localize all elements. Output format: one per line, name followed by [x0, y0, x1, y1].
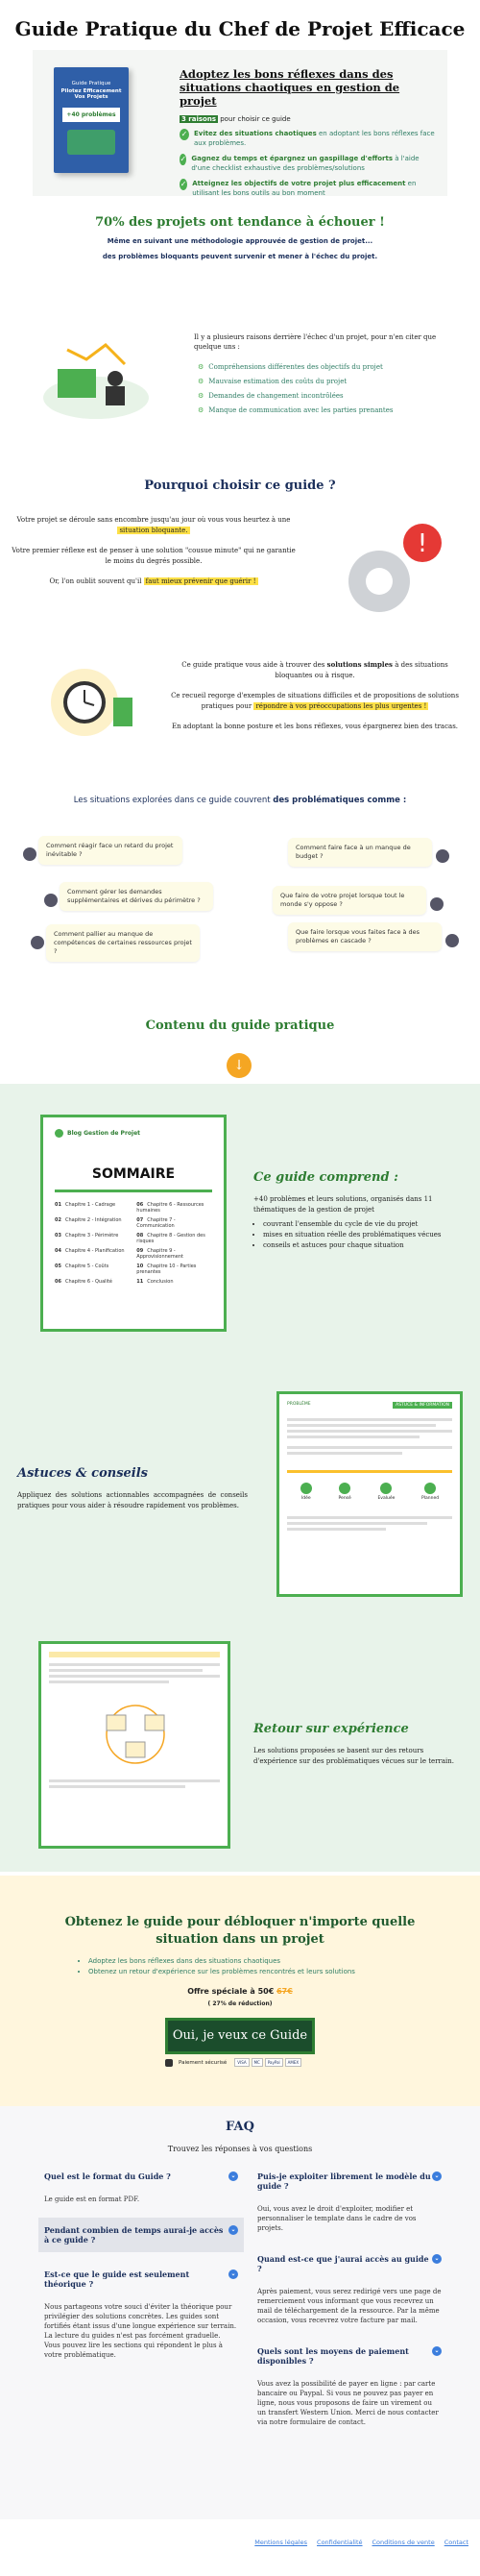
toc-cell	[136, 1202, 212, 1214]
why-p3b: faut mieux prévenir que guérir !	[145, 577, 256, 585]
why-p4a: Ce guide pratique vous aide à trouver des	[181, 661, 327, 669]
toc-cell	[55, 1202, 131, 1214]
content-heading: Contenu du guide pratique	[145, 1018, 335, 1033]
mock-step	[421, 1483, 439, 1501]
chevron-down-icon[interactable]: ⌄	[432, 2171, 442, 2181]
footer-link[interactable]: Contact	[444, 2539, 468, 2546]
situations-intro-b: des problématiques comme :	[273, 796, 407, 805]
failure-reason-text: Manque de communication avec les parties prenantes	[208, 406, 394, 414]
toc-title: SOMMAIRE	[91, 1166, 176, 1182]
reasons-count: 3 raisons	[181, 115, 217, 123]
toc-number: 01	[55, 1202, 61, 1208]
step-icon	[339, 1483, 350, 1494]
why-p3	[10, 577, 298, 587]
faq-left-column	[38, 2164, 244, 2373]
tips-mock-card	[276, 1391, 463, 1597]
hero-point-bold: Gagnez du temps et épargnez un gaspillage d'efforts	[191, 155, 394, 162]
why-guide-text	[171, 659, 459, 732]
chevron-down-icon[interactable]: ⌄	[432, 2346, 442, 2356]
failure-reasons-list	[194, 363, 455, 414]
cta-list	[88, 1956, 415, 1977]
avatar	[44, 894, 58, 907]
why-p4b: solutions simples	[326, 660, 393, 669]
toc-number: 04	[55, 1248, 61, 1254]
failure-reason-text: Demandes de changement incontrôlées	[208, 392, 344, 400]
discount-label: ( 27% de réduction)	[207, 2000, 273, 2007]
tips-title: Astuces & conseils	[17, 1466, 148, 1481]
svg-text:!: !	[417, 529, 428, 558]
faq-answer: Oui, vous avez le droit d'exploiter, modifier et personnaliser le template dans le cadre de vos projets.	[257, 2205, 417, 2232]
payment-card-icon: AMEX	[285, 2058, 301, 2067]
chevron-down-icon[interactable]: ⌄	[228, 2171, 238, 2181]
faq-answer: Après paiement, vous serez redirigé vers une page de remerciement vous informant que vous recevrez un mail de téléchargement de la ressource. Par la même occasion, vous recevrez votre facture par mail.	[257, 2288, 442, 2324]
cta-offer	[0, 1987, 480, 1996]
toc-label: Conclusion	[147, 1279, 174, 1285]
comprend-item: • mises en situation réelle des problématiques vécues	[263, 1230, 451, 1240]
faq-item[interactable]	[38, 2164, 244, 2208]
payment-card-icon: PayPal	[265, 2058, 283, 2067]
check-icon: ✓	[180, 130, 188, 138]
lock-icon	[165, 2059, 173, 2067]
failure-reason-item	[198, 378, 455, 385]
toc-label: Chapitre 8 - Gestion des risques	[136, 1233, 205, 1244]
mock-highlight	[287, 1470, 452, 1473]
faq-answer: Le guide est en format PDF.	[44, 2196, 140, 2203]
mock-lines	[287, 1418, 452, 1455]
hero-heading: Adoptez les bons réflexes dans des situations chaotiques en gestion de projet	[180, 67, 400, 108]
process-diagram	[49, 1696, 222, 1773]
hero-point	[180, 154, 439, 173]
comprend-list	[253, 1219, 451, 1251]
why-p6: En adoptant la bonne posture et les bons réflexes, vous épargnerez bien des tracas.	[171, 723, 459, 730]
situation-bubble: Comment réagir face un retard du projet inévitable ?	[38, 836, 182, 865]
faq-heading: FAQ	[226, 2120, 254, 2134]
faq-answer: Vous avez la possibilité de payer en ligne : par carte bancaire ou Paypal. Si vous ne pouvez pas payer en ligne, nous vous proposons de faire un virement ou un transfert Western Union. Merci de nous contacter via notre formulaire de contact.	[257, 2380, 439, 2426]
reasons-line	[180, 115, 439, 123]
toc-cell	[55, 1279, 131, 1285]
toc-cell	[55, 1263, 131, 1275]
hero-point	[180, 129, 439, 148]
footer-link[interactable]: Conditions de vente	[372, 2539, 435, 2546]
toc-number: 10	[136, 1263, 144, 1269]
chevron-down-icon[interactable]: ⌄	[228, 2269, 238, 2279]
cta-heading: Obtenez le guide pour débloquer n'importe quelle situation dans un projet	[64, 1915, 416, 1947]
mock-steps	[287, 1483, 452, 1501]
step-label: Idée	[300, 1496, 311, 1501]
faq-right-column	[252, 2164, 447, 2441]
gear-warning-icon	[326, 519, 451, 625]
book-cover-title: Guide Pratique	[71, 81, 111, 86]
mock-chapter: PROBLÈME	[287, 1402, 311, 1407]
step-label: Evaluée	[377, 1496, 396, 1501]
step-icon	[380, 1483, 392, 1494]
faq-item[interactable]	[252, 2246, 447, 2329]
experience-title: Retour sur expérience	[253, 1722, 409, 1736]
why-p4	[171, 659, 459, 681]
situations-intro	[0, 796, 480, 805]
toc-cell	[136, 1217, 212, 1229]
failure-reason-text: Mauvaise estimation des coûts du projet	[208, 378, 348, 385]
toc-label: Chapitre 1 - Cadrage	[64, 1202, 116, 1208]
hero-card	[33, 50, 447, 196]
why-heading: Pourquoi choisir ce guide ?	[144, 478, 336, 493]
toc-row	[55, 1279, 212, 1285]
toc-number: 06	[136, 1202, 144, 1208]
step-label: Pensé	[338, 1496, 351, 1501]
page-title: Guide Pratique du Chef de Projet Efficace	[14, 17, 466, 40]
failure-illustration	[38, 331, 163, 427]
chevron-down-icon[interactable]: ⌄	[432, 2254, 442, 2264]
situation-bubble: Que faire de votre projet lorsque tout le monde s'y oppose ?	[273, 886, 426, 915]
why-p4c: à des situations bloquantes ou à risque.	[275, 661, 448, 679]
payment-card-icon: MC	[252, 2058, 263, 2067]
faq-question[interactable]	[38, 2218, 244, 2252]
toc-row	[55, 1217, 212, 1229]
cta-item: • Adoptez les bons réflexes dans des situations chaotiques	[88, 1956, 415, 1967]
why-p3a: Or, l'on oublit souvent qu'il	[49, 577, 144, 585]
toc-number: 07	[136, 1217, 144, 1223]
toc-cell	[136, 1279, 212, 1285]
payment-cards	[234, 2058, 301, 2067]
hurry-illustration	[27, 659, 142, 746]
toc-number: 11	[136, 1279, 144, 1285]
experience-mock-card	[38, 1641, 230, 1849]
puzzle-illustration	[67, 130, 115, 155]
failure-intro: Il y a plusieurs raisons derrière l'échec d'un projet, pour n'en citer que quelque uns :	[194, 333, 437, 351]
situation-bubble: Comment gérer les demandes supplémentaires et dérives du périmètre ?	[60, 882, 213, 911]
experience-text: Les solutions proposées se basent sur des retours d'expérience sur des problématiques vécues sur le terrain.	[253, 1747, 455, 1765]
avatar	[430, 897, 444, 911]
payment-card-icon: VISA	[234, 2058, 249, 2067]
secure-payment	[165, 2058, 319, 2067]
failure-reason-item	[198, 363, 455, 371]
mock-step	[339, 1483, 351, 1501]
toc-row	[55, 1202, 212, 1214]
toc-row	[55, 1263, 212, 1275]
hero-point-rest: à l'aide d'une checklist exhaustive des problèmes/solutions	[191, 155, 420, 172]
why-p5b: répondre à vos préoccupations les plus urgentes !	[255, 702, 427, 710]
check-icon: ✓	[180, 180, 187, 188]
hero-point-text	[191, 154, 439, 173]
faq-item[interactable]	[38, 2218, 244, 2252]
reasons-rest: pour choisir ce guide	[218, 115, 291, 123]
stats-sub1: Même en suivant une méthodologie approuvée de gestion de projet...	[107, 237, 373, 245]
toc-label: Chapitre 5 - Coûts	[64, 1263, 109, 1269]
footer-link[interactable]: Mentions légales	[254, 2539, 308, 2546]
failure-reasons	[194, 332, 455, 421]
gear-bullet-icon: ⚙	[198, 392, 204, 400]
why-p1a: Votre projet se déroule sans encombre jusqu'au jour où vous vous heurtez à une	[16, 516, 291, 524]
toc-rows	[55, 1202, 212, 1285]
faq-question-text: Pendant combien de temps aurai-je accès à ce guide ?	[44, 2225, 224, 2245]
toc-number: 03	[55, 1233, 61, 1239]
toc-cell	[136, 1248, 212, 1260]
faq-question[interactable]	[38, 2262, 244, 2296]
check-icon: ✓	[180, 155, 187, 163]
toc-label: Chapitre 10 - Parties prenantes	[136, 1263, 197, 1275]
toc-cell	[55, 1248, 131, 1260]
toc-label: Chapitre 9 - Approvisionnement	[136, 1248, 183, 1260]
toc-label: Chapitre 3 - Périmètre	[64, 1233, 119, 1239]
failure-reason-item	[198, 406, 455, 414]
toc-brand	[55, 1129, 212, 1138]
hero-point-bold: Evitez des situations chaotiques	[193, 130, 317, 137]
old-price: 67€	[276, 1987, 293, 1996]
cta-item: • Obtenez un retour d'expérience sur les problèmes rencontrés et leurs solutions	[88, 1967, 415, 1977]
toc-number: 02	[55, 1217, 61, 1223]
faq-subtitle: Trouvez les réponses à vos questions	[167, 2145, 313, 2153]
step-label: Planned	[421, 1496, 440, 1501]
hero-points	[180, 129, 439, 198]
toc-row	[55, 1233, 212, 1244]
avatar	[436, 849, 449, 863]
mock-step	[377, 1483, 395, 1501]
toc-cell	[136, 1233, 212, 1244]
toc-label: Chapitre 6 - Qualité	[64, 1279, 112, 1285]
buy-guide-button[interactable]: Oui, je veux ce Guide	[165, 2018, 315, 2054]
faq-answer: Nous partageons votre souci d'éviter la théorique pour privilégier des solutions concrètes. Les guides sont fortifiés étant issus d'une longue expérience sur terrain. La lecture du guides n'est pas forcément graduelle. Vous pouvez lire les sections qui répondent le plus à votre problématique.	[44, 2303, 237, 2359]
toc-card	[40, 1115, 227, 1332]
footer-links	[254, 2539, 468, 2546]
comprend-item: • couvrant l'ensemble du cycle de vie du projet	[263, 1219, 451, 1230]
gear-bullet-icon: ⚙	[198, 406, 204, 414]
toc-label: Chapitre 7 - Communication	[136, 1217, 176, 1229]
situation-bubble: Comment faire face à un manque de budget ?	[288, 838, 432, 867]
step-icon	[300, 1483, 312, 1494]
why-text-block	[10, 515, 298, 587]
toc-number: 05	[55, 1263, 61, 1269]
toc-divider	[55, 1190, 212, 1192]
experience-block	[253, 1722, 455, 1767]
faq-question-text: Puis-je exploiter librement le modèle du guide ?	[257, 2171, 431, 2191]
avatar	[23, 847, 36, 861]
step-icon	[424, 1483, 436, 1494]
page-header	[0, 17, 480, 40]
toc-label: Chapitre 4 - Planification	[64, 1248, 125, 1254]
hero-point-text	[192, 179, 439, 198]
situations-intro-a: Les situations explorées dans ce guide couvrent	[73, 796, 274, 805]
gear-bullet-icon: ⚙	[198, 378, 204, 385]
toc-label: Chapitre 2 - Intégration	[64, 1217, 122, 1223]
toc-number: 09	[136, 1248, 144, 1254]
avatar	[31, 936, 44, 949]
toc-cell	[136, 1263, 212, 1275]
toc-row	[55, 1248, 212, 1260]
footer-link[interactable]: Confidentialité	[317, 2539, 363, 2546]
faq-question-text: Quand est-ce que j'aurai accès au guide ?	[257, 2254, 429, 2273]
mock-step	[300, 1483, 312, 1501]
avatar	[445, 934, 459, 947]
footer	[0, 2519, 480, 2576]
faq-question[interactable]	[252, 2246, 447, 2281]
faq-question[interactable]	[252, 2339, 447, 2373]
mock-header	[287, 1402, 452, 1409]
stats-section	[0, 215, 480, 260]
why-p1b: situation bloquante.	[119, 527, 188, 534]
comprend-block	[253, 1170, 451, 1251]
failure-reason-item	[198, 392, 455, 400]
situation-bubble: Comment pallier au manque de compétences de certaines ressources projet ?	[46, 924, 200, 962]
book-badge: +40 problèmes	[62, 108, 120, 122]
faq-question-text: Quels sont les moyens de paiement disponibles ?	[257, 2346, 409, 2366]
gear-bullet-icon: ⚙	[198, 363, 204, 371]
faq-question[interactable]	[38, 2164, 244, 2189]
stats-heading: 70% des projets ont tendance à échouer !	[95, 215, 385, 230]
toc-number: 06	[55, 1279, 61, 1285]
faq-item[interactable]	[252, 2164, 447, 2237]
tips-block	[17, 1466, 248, 1511]
chevron-down-icon[interactable]: ⌄	[228, 2225, 238, 2235]
toc-cell	[55, 1217, 131, 1229]
scroll-down-icon[interactable]: ↓	[227, 1053, 252, 1078]
hero-point-bold: Atteignez les objectifs de votre projet plus efficacement	[192, 180, 406, 187]
hero-point	[180, 179, 439, 198]
hero-point-text	[194, 129, 439, 148]
book-cover-subtitle: Pilotez Efficacement Vos Projets	[60, 88, 122, 100]
why-p1	[10, 515, 298, 536]
stats-sub2: des problèmes bloquants peuvent survenir et mener à l'échec du projet.	[102, 253, 378, 260]
blog-logo-icon	[55, 1129, 63, 1138]
secure-label: Paiement sécurisé	[179, 2059, 228, 2066]
mock-tag: ASTUCE & INFORMATION	[393, 1402, 452, 1409]
toc-label: Chapitre 6 - Ressources humaines	[136, 1202, 204, 1214]
situation-bubble: Que faire lorsque vous faites face à des problèmes en cascade ?	[288, 922, 442, 951]
faq-question-text: Est-ce que le guide est seulement théorique ?	[44, 2269, 190, 2289]
faq-item[interactable]	[38, 2262, 244, 2364]
tips-text: Appliquez des solutions actionnables accompagnées de conseils pratiques pour vous aider à résoudre rapidement vos problèmes.	[17, 1491, 248, 1509]
comprend-lead: +40 problèmes et leurs solutions, organisés dans 11 thématiques de la gestion de projet	[253, 1195, 433, 1214]
faq-question[interactable]	[252, 2164, 447, 2198]
toc-cell	[55, 1233, 131, 1244]
why-p2: Votre premier réflexe est de penser à une solution "cousue minute" qui ne garantie le moins du degrés possible.	[12, 547, 296, 565]
offer-label: Offre spéciale à 50€	[187, 1987, 275, 1996]
faq-question-text: Quel est le format du Guide ?	[44, 2171, 171, 2181]
failure-reason-text: Compréhensions différentes des objectifs du projet	[208, 363, 383, 371]
why-p5	[171, 691, 459, 712]
toc-number: 08	[136, 1233, 144, 1239]
why-p5a: Ce recueil regorge d'exemples de situations difficiles et de propositions de solutions pratiques pour	[171, 692, 459, 710]
hero-point-rest: en adoptant les bons réflexes face aux problèmes.	[193, 130, 435, 147]
book-cover	[54, 67, 129, 173]
comprend-title: Ce guide comprend :	[253, 1170, 398, 1185]
hero-point-rest: en utilisant les bons outils au bon moment	[192, 180, 417, 197]
faq-item[interactable]	[252, 2339, 447, 2431]
comprend-item: • conseils et astuces pour chaque situation	[263, 1240, 451, 1251]
toc-brand-text: Blog Gestion de Projet	[67, 1130, 141, 1137]
